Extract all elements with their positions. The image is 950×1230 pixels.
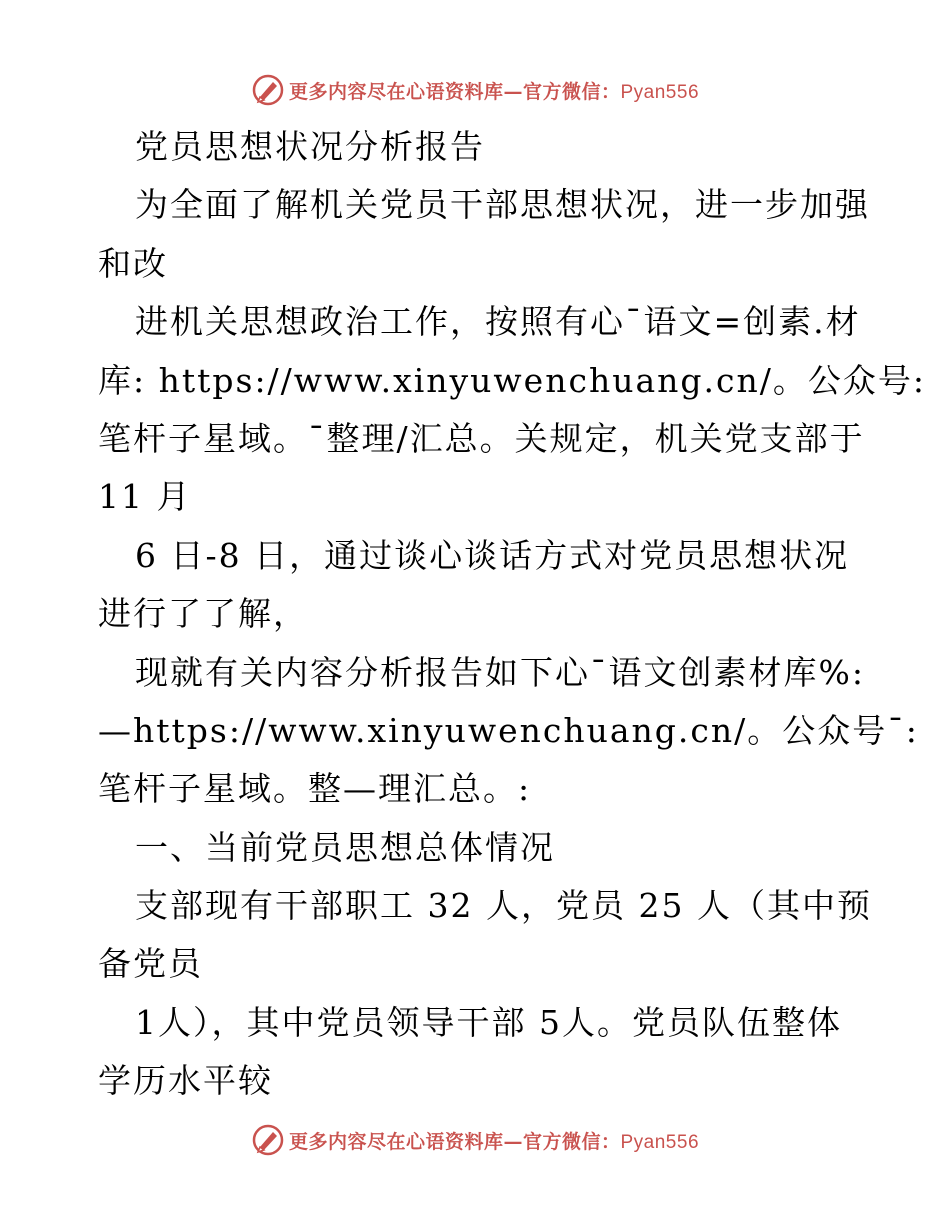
text-line: 11 月: [98, 477, 192, 517]
pen-logo-icon: [251, 73, 285, 107]
text-line: —https://www.xinyuwenchuang.cn/。公众号¯:: [98, 710, 919, 750]
text-line: 笔杆子星域。整—理汇总。:: [98, 769, 532, 809]
pen-logo-icon: [251, 1123, 285, 1157]
watermark-text: 更多内容尽在心语资料库—官方微信：Pyan556: [288, 80, 700, 103]
text-line: 进行了了解，: [98, 594, 308, 634]
text-line: 库: https://www.xinyuwenchuang.cn/。公众号:: [98, 360, 926, 400]
watermark-header: [0, 70, 950, 110]
text-line: 备党员: [98, 944, 203, 984]
watermark-footer: [0, 1120, 950, 1160]
document-title: 党员思想状况分析报告: [135, 127, 485, 166]
watermark-text: 更多内容尽在心语资料库—官方微信：Pyan556: [288, 1130, 700, 1153]
text-line: 笔杆子星域。¯整理/汇总。关规定，机关党支部于: [98, 418, 865, 458]
text-line: 1人），其中党员领导干部 5人。党员队伍整体: [135, 1002, 842, 1042]
text-line: 进机关思想政治工作，按照有心¯语文=创素.材: [135, 302, 861, 342]
text-line: 为全面了解机关党员干部思想状况，进一步加强: [135, 185, 870, 225]
text-line: 6 日-8 日，通过谈心谈话方式对党员思想状况: [135, 535, 850, 575]
text-line: 现就有关内容分析报告如下心¯语文创素材库%:: [135, 652, 865, 692]
text-line: 和改: [98, 243, 168, 283]
document-body: [98, 118, 926, 1111]
section-heading: 一、当前党员思想总体情况: [135, 827, 555, 867]
text-line: 支部现有干部职工 32 人，党员 25 人（其中预: [135, 886, 872, 926]
text-line: 学历水平较: [98, 1061, 273, 1101]
